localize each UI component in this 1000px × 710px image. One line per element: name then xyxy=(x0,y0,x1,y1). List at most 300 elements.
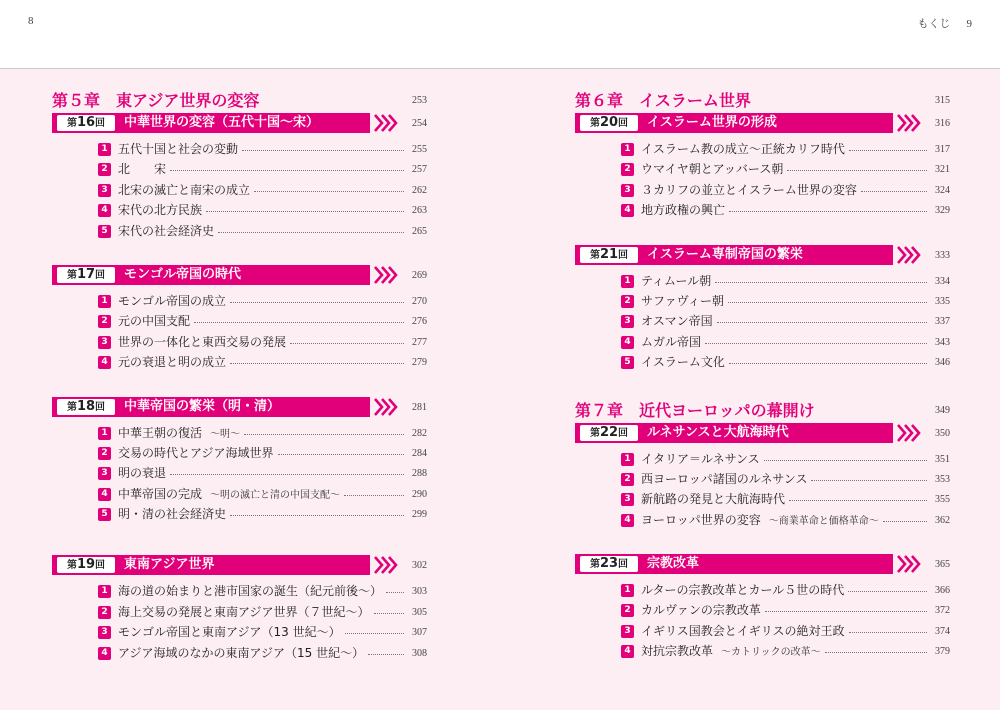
lesson-number-prefix: 第 xyxy=(589,249,600,261)
entry-page: 262 xyxy=(412,184,427,196)
toc-entry xyxy=(52,140,452,160)
entry-number-badge: 3 xyxy=(98,467,111,480)
entry-number-badge: 3 xyxy=(621,184,634,197)
entry-title xyxy=(118,162,166,177)
entry-page: 288 xyxy=(412,468,427,480)
entry-number-badge: 2 xyxy=(621,604,634,617)
entry-title-text: 明・清の社会経済史 xyxy=(118,507,227,522)
chapter-title: 第５章 東アジア世界の変容 xyxy=(52,91,260,110)
lesson-page: 333 xyxy=(935,249,950,261)
right-page-number: 9 xyxy=(966,18,972,30)
lesson-heading xyxy=(575,113,975,133)
entry-number-badge: 4 xyxy=(621,645,634,658)
lesson-title: モンゴル帝国の時代 xyxy=(124,266,242,282)
entry-title xyxy=(641,452,760,467)
dot-leader xyxy=(825,652,927,653)
lesson-items xyxy=(52,424,452,526)
entry-number-badge: 5 xyxy=(98,508,111,521)
dot-leader xyxy=(254,191,404,192)
entry-title xyxy=(641,274,711,289)
entry-page: 334 xyxy=(935,275,950,287)
lesson-number-value: 23 xyxy=(599,556,619,572)
entry-title-text: ウマイヤ朝とアッバース朝 xyxy=(641,162,784,177)
dot-leader xyxy=(230,302,404,303)
lesson-number-suffix: 回 xyxy=(95,269,106,281)
entry-page: 282 xyxy=(412,427,427,439)
lesson-number-value: 17 xyxy=(76,266,96,282)
entry-title xyxy=(118,487,340,503)
entry-page: 374 xyxy=(935,625,950,637)
dot-leader xyxy=(705,343,927,344)
entry-number-badge: 4 xyxy=(98,204,111,217)
entry-number-badge: 1 xyxy=(98,427,111,440)
lesson-items xyxy=(575,581,975,663)
entry-number-badge: 2 xyxy=(621,473,634,486)
triple-chevron-right-icon xyxy=(897,554,921,574)
entry-title xyxy=(118,625,341,640)
entry-page: 335 xyxy=(935,295,950,307)
entry-page: 307 xyxy=(412,627,427,639)
entry-title xyxy=(641,624,845,639)
dot-leader xyxy=(849,632,927,633)
dot-leader xyxy=(728,302,927,303)
toc-entry xyxy=(52,464,452,484)
toc-entry xyxy=(575,333,975,353)
chapter-heading xyxy=(52,87,452,113)
entry-title xyxy=(118,294,226,309)
entry-title-text: 交易の時代とアジア海域世界 xyxy=(118,445,274,460)
entry-page: 284 xyxy=(412,447,427,459)
dot-leader xyxy=(218,232,404,233)
entry-title-text: 宋代の北方民族 xyxy=(118,203,203,218)
lesson-heading xyxy=(52,265,452,285)
entry-number-badge: 1 xyxy=(621,275,634,288)
triple-chevron-right-icon xyxy=(374,265,398,285)
entry-page: 270 xyxy=(412,295,427,307)
entry-title-text: 海の道の始まりと港市国家の誕生（紀元前後〜） xyxy=(118,584,383,599)
lesson-number xyxy=(580,247,638,264)
lesson-bar xyxy=(52,265,370,285)
lesson-number xyxy=(580,115,638,132)
entry-page: 379 xyxy=(935,646,950,658)
lesson-page: 269 xyxy=(412,269,427,281)
dot-leader xyxy=(715,282,927,283)
toc-entry xyxy=(52,623,452,643)
lesson-number xyxy=(580,556,638,573)
entry-number-badge: 5 xyxy=(98,225,111,238)
entry-page: 265 xyxy=(412,225,427,237)
entry-title-text: 中華帝国の完成 xyxy=(118,486,203,501)
entry-number-badge: 3 xyxy=(98,184,111,197)
dot-leader xyxy=(230,515,404,516)
left-page-number: 8 xyxy=(28,15,34,27)
entry-title xyxy=(641,294,724,309)
lesson-number-suffix: 回 xyxy=(95,118,106,129)
dot-leader xyxy=(170,170,404,171)
lesson-number-badge xyxy=(57,115,115,131)
entry-title-text: ルターの宗教改革とカール５世の時代 xyxy=(641,583,845,598)
entry-page: 372 xyxy=(935,605,950,617)
lesson-number-value: 16 xyxy=(76,115,96,130)
dot-leader xyxy=(787,170,927,171)
dot-leader xyxy=(194,322,404,323)
entry-page: 299 xyxy=(412,509,427,521)
lesson-number xyxy=(57,557,115,574)
toc-label: もくじ xyxy=(917,17,951,30)
lesson-number xyxy=(57,115,115,132)
triple-chevron-right-icon xyxy=(374,397,398,417)
entry-page: 355 xyxy=(935,494,950,506)
entry-number-badge: 1 xyxy=(98,143,111,156)
dot-leader xyxy=(278,454,404,455)
lesson-heading xyxy=(575,554,975,574)
lesson-number-prefix: 第 xyxy=(66,401,77,413)
dot-leader xyxy=(368,654,404,655)
toc-entry xyxy=(52,333,452,353)
lesson-heading xyxy=(575,245,975,265)
chapter-heading xyxy=(575,397,975,423)
entry-title-text: イタリア＝ルネサンス xyxy=(641,451,760,466)
entry-number-badge: 1 xyxy=(98,585,111,598)
lesson-title: 東南アジア世界 xyxy=(124,557,215,573)
toc-entry xyxy=(575,642,975,662)
entry-title-text: イスラーム教の成立〜正統カリフ時代 xyxy=(641,142,845,156)
entry-page: 351 xyxy=(935,453,950,465)
entry-title xyxy=(118,646,364,661)
dot-leader xyxy=(717,322,927,323)
toc-entry xyxy=(52,353,452,373)
lesson-number-suffix: 回 xyxy=(618,249,629,261)
entry-title xyxy=(118,605,370,620)
dot-leader xyxy=(386,592,404,593)
lesson-number-prefix: 第 xyxy=(66,118,77,129)
lesson-page: 350 xyxy=(935,427,950,439)
lesson-items xyxy=(52,292,452,374)
toc-entry xyxy=(52,644,452,664)
toc-entry xyxy=(52,222,452,242)
entry-page: 362 xyxy=(935,514,950,526)
entry-title-text: 新航路の発見と大航海時代 xyxy=(641,492,786,507)
dot-leader xyxy=(729,363,927,364)
toc-entry xyxy=(52,485,452,505)
entry-page: 366 xyxy=(935,585,950,597)
left-column xyxy=(52,69,452,664)
entry-title-text: 元の衰退と明の成立 xyxy=(118,355,227,370)
entry-page: 279 xyxy=(412,357,427,369)
entry-title-text: 海上交易の発展と東南アジア世界（７世紀〜） xyxy=(118,604,370,619)
entry-title-text: オスマン帝国 xyxy=(641,314,713,329)
entry-title xyxy=(118,426,240,442)
lesson-title: イスラーム世界の形成 xyxy=(647,115,777,130)
toc-spread xyxy=(0,69,1000,710)
lesson-items xyxy=(575,450,975,532)
lesson-bar xyxy=(575,245,893,265)
entry-title-text: 対抗宗教改革 xyxy=(641,644,714,659)
entry-page: 317 xyxy=(935,144,950,155)
triple-chevron-right-icon xyxy=(374,113,398,133)
entry-title xyxy=(118,466,166,481)
right-column xyxy=(575,69,975,663)
lesson-title: ルネサンスと大航海時代 xyxy=(647,424,789,440)
entry-title xyxy=(641,203,725,218)
entry-page: 329 xyxy=(935,205,950,217)
dot-leader xyxy=(729,211,927,212)
lesson-items xyxy=(52,582,452,664)
lesson-number-badge xyxy=(57,399,115,415)
entry-page: 321 xyxy=(935,164,950,176)
entry-page: 303 xyxy=(412,586,427,598)
entry-number-badge: 1 xyxy=(98,295,111,308)
dot-leader xyxy=(242,150,404,151)
entry-title-text: 西ヨーロッパ諸国のルネサンス xyxy=(641,471,808,486)
entry-subtitle: 〜明〜 xyxy=(210,428,241,440)
entry-number-badge: 3 xyxy=(98,626,111,639)
entry-number-badge: 3 xyxy=(98,336,111,349)
toc-entry xyxy=(575,601,975,621)
lesson-bar xyxy=(52,397,370,417)
entry-title xyxy=(641,314,713,329)
lesson-number-badge xyxy=(580,556,638,572)
entry-title xyxy=(118,203,202,218)
entry-title-text: モンゴル帝国と東南アジア（13 世紀〜） xyxy=(118,625,341,640)
dot-leader xyxy=(789,500,927,501)
toc-entry xyxy=(52,181,452,201)
toc-entry xyxy=(52,292,452,312)
entry-number-badge: 4 xyxy=(621,336,634,349)
right-page-header xyxy=(918,15,973,31)
toc-entry xyxy=(575,490,975,510)
page-header xyxy=(0,0,1000,69)
entry-page: 353 xyxy=(935,473,950,485)
entry-title-text: ムガル帝国 xyxy=(641,334,702,349)
lesson-bar xyxy=(575,423,893,443)
entry-title-text: 北宋の滅亡と南宋の成立 xyxy=(118,182,251,197)
dot-leader xyxy=(765,611,927,612)
lesson-number-badge xyxy=(580,247,638,263)
entry-number-badge: 2 xyxy=(98,606,111,619)
entry-title xyxy=(641,142,845,157)
entry-title xyxy=(118,314,190,329)
entry-title xyxy=(641,162,783,177)
entry-title-text: イギリス国教会とイギリスの絶対王政 xyxy=(641,623,845,638)
entry-title-text: サファヴィー朝 xyxy=(641,293,725,308)
lesson-number-suffix: 回 xyxy=(618,559,629,571)
lesson-number-value: 20 xyxy=(599,115,619,130)
chapter-heading xyxy=(575,87,975,113)
entry-number-badge: 4 xyxy=(98,488,111,501)
entry-title xyxy=(641,513,879,529)
lesson-number-value: 19 xyxy=(76,557,96,573)
lesson-number-value: 22 xyxy=(599,424,619,440)
dot-leader xyxy=(861,191,927,192)
lesson-title: 中華帝国の繁栄（明・清） xyxy=(124,398,281,414)
toc-entry xyxy=(575,470,975,490)
lesson-heading xyxy=(52,113,452,133)
lesson-page: 281 xyxy=(412,401,427,413)
entry-number-badge: 2 xyxy=(98,163,111,176)
entry-title xyxy=(118,355,226,370)
entry-number-badge: 1 xyxy=(621,143,634,156)
entry-number-badge: 4 xyxy=(621,204,634,217)
entry-number-badge: 4 xyxy=(98,356,111,369)
dot-leader xyxy=(244,434,404,435)
entry-page: 255 xyxy=(412,144,427,155)
lesson-number-suffix: 回 xyxy=(618,118,629,129)
entry-number-badge: 3 xyxy=(621,315,634,328)
dot-leader xyxy=(848,591,927,592)
lesson-number-badge xyxy=(580,115,638,131)
entry-title xyxy=(641,583,844,598)
lesson-number-prefix: 第 xyxy=(66,560,77,572)
entry-subtitle: 〜商業革命と価格革命〜 xyxy=(768,515,879,527)
lesson-number xyxy=(57,399,115,416)
lesson-heading xyxy=(52,555,452,575)
chapter-title: 第６章 イスラーム世界 xyxy=(575,91,751,110)
entry-title-text: モンゴル帝国の成立 xyxy=(118,293,227,308)
lesson-number-prefix: 第 xyxy=(66,269,77,281)
entry-title xyxy=(641,603,761,618)
lesson-number-value: 18 xyxy=(76,398,96,414)
dot-leader xyxy=(764,460,927,461)
entry-title-text: アジア海域のなかの東南アジア（15 世紀〜） xyxy=(118,645,365,660)
entry-page: 276 xyxy=(412,316,427,328)
dot-leader xyxy=(849,150,927,151)
entry-title-text: 地方政権の興亡 xyxy=(641,203,726,218)
lesson-page: 254 xyxy=(412,118,427,129)
chapter-title: 第７章 近代ヨーロッパの幕開け xyxy=(575,400,815,420)
lesson-items xyxy=(575,272,975,374)
entry-page: 337 xyxy=(935,316,950,328)
entry-subtitle: 〜カトリックの改革〜 xyxy=(721,647,821,659)
dot-leader xyxy=(344,495,404,496)
lesson-number xyxy=(57,267,115,284)
dot-leader xyxy=(345,633,404,634)
lesson-title: イスラーム専制帝国の繁栄 xyxy=(647,246,803,262)
lesson-page: 365 xyxy=(935,559,950,571)
entry-title-text: ３カリフの並立とイスラーム世界の変容 xyxy=(641,182,857,197)
entry-title-text: 明の衰退 xyxy=(118,466,167,481)
entry-title xyxy=(641,335,701,350)
toc-entry xyxy=(575,353,975,373)
lesson-number-prefix: 第 xyxy=(589,427,600,439)
entry-title-text: ヨーロッパ世界の変容 xyxy=(641,512,761,527)
triple-chevron-right-icon xyxy=(897,113,921,133)
lesson-bar xyxy=(52,113,370,133)
lesson-items xyxy=(575,140,975,222)
lesson-number-value: 21 xyxy=(599,246,619,262)
dot-leader xyxy=(206,211,404,212)
entry-title xyxy=(118,224,214,239)
triple-chevron-right-icon xyxy=(897,423,921,443)
entry-title xyxy=(641,472,807,487)
toc-entry xyxy=(52,312,452,332)
lesson-number-badge xyxy=(580,425,638,441)
lesson-bar xyxy=(575,113,893,133)
entry-title xyxy=(118,142,238,157)
entry-page: 257 xyxy=(412,164,427,176)
lesson-number-prefix: 第 xyxy=(589,559,600,571)
entry-page: 277 xyxy=(412,336,427,348)
dot-leader xyxy=(374,613,404,614)
dot-leader xyxy=(883,521,927,522)
toc-entry xyxy=(52,201,452,221)
entry-number-badge: 1 xyxy=(621,584,634,597)
toc-entry xyxy=(575,622,975,642)
entry-title-text: 五代十国と社会の変動 xyxy=(118,142,239,156)
entry-title xyxy=(641,644,821,660)
entry-title xyxy=(118,335,286,350)
toc-entry xyxy=(52,160,452,180)
entry-number-badge: 5 xyxy=(621,356,634,369)
entry-title xyxy=(118,446,274,461)
lesson-bar xyxy=(52,555,370,575)
entry-number-badge: 2 xyxy=(621,163,634,176)
toc-entry xyxy=(575,292,975,312)
dot-leader xyxy=(170,474,404,475)
lesson-page: 302 xyxy=(412,560,427,572)
toc-entry xyxy=(52,444,452,464)
lesson-page: 316 xyxy=(935,118,950,129)
entry-title xyxy=(118,584,382,599)
entry-number-badge: 3 xyxy=(621,625,634,638)
entry-number-badge: 4 xyxy=(621,514,634,527)
toc-entry xyxy=(575,201,975,221)
lesson-heading xyxy=(52,397,452,417)
dot-leader xyxy=(230,363,404,364)
entry-title-text: イスラーム文化 xyxy=(641,355,725,370)
entry-number-badge: 2 xyxy=(621,295,634,308)
entry-title xyxy=(641,183,857,198)
entry-title xyxy=(641,355,725,370)
entry-number-badge: 2 xyxy=(98,447,111,460)
entry-title xyxy=(641,492,785,507)
toc-entry xyxy=(575,140,975,160)
lesson-items xyxy=(52,140,452,242)
lesson-title: 中華世界の変容（五代十国〜宋） xyxy=(124,115,320,130)
chapter-page: 315 xyxy=(935,95,950,106)
chapter-page: 349 xyxy=(935,404,950,416)
lesson-number-badge xyxy=(57,557,115,573)
toc-entry xyxy=(575,581,975,601)
entry-title-text: カルヴァンの宗教改革 xyxy=(641,603,761,618)
entry-title-text: 宋代の社会経済史 xyxy=(118,223,215,238)
entry-title-text: 中華王朝の復活 xyxy=(118,425,203,440)
triple-chevron-right-icon xyxy=(897,245,921,265)
toc-entry xyxy=(575,511,975,531)
entry-page: 263 xyxy=(412,205,427,217)
toc-entry xyxy=(52,582,452,602)
lesson-number-prefix: 第 xyxy=(589,118,600,129)
entry-title xyxy=(118,183,250,198)
toc-entry xyxy=(575,312,975,332)
entry-title-text: 元の中国支配 xyxy=(118,314,191,329)
toc-entry xyxy=(575,181,975,201)
dot-leader xyxy=(290,343,404,344)
entry-page: 305 xyxy=(412,606,427,618)
toc-entry xyxy=(575,450,975,470)
entry-subtitle: 〜明の滅亡と清の中国支配〜 xyxy=(210,489,341,501)
entry-title-text: 北 宋 xyxy=(118,162,167,177)
toc-entry xyxy=(575,160,975,180)
entry-page: 308 xyxy=(412,647,427,659)
toc-entry xyxy=(575,272,975,292)
entry-number-badge: 3 xyxy=(621,493,634,506)
lesson-number-suffix: 回 xyxy=(95,560,106,572)
entry-page: 346 xyxy=(935,357,950,369)
entry-number-badge: 1 xyxy=(621,453,634,466)
toc-entry xyxy=(52,424,452,444)
entry-page: 343 xyxy=(935,336,950,348)
